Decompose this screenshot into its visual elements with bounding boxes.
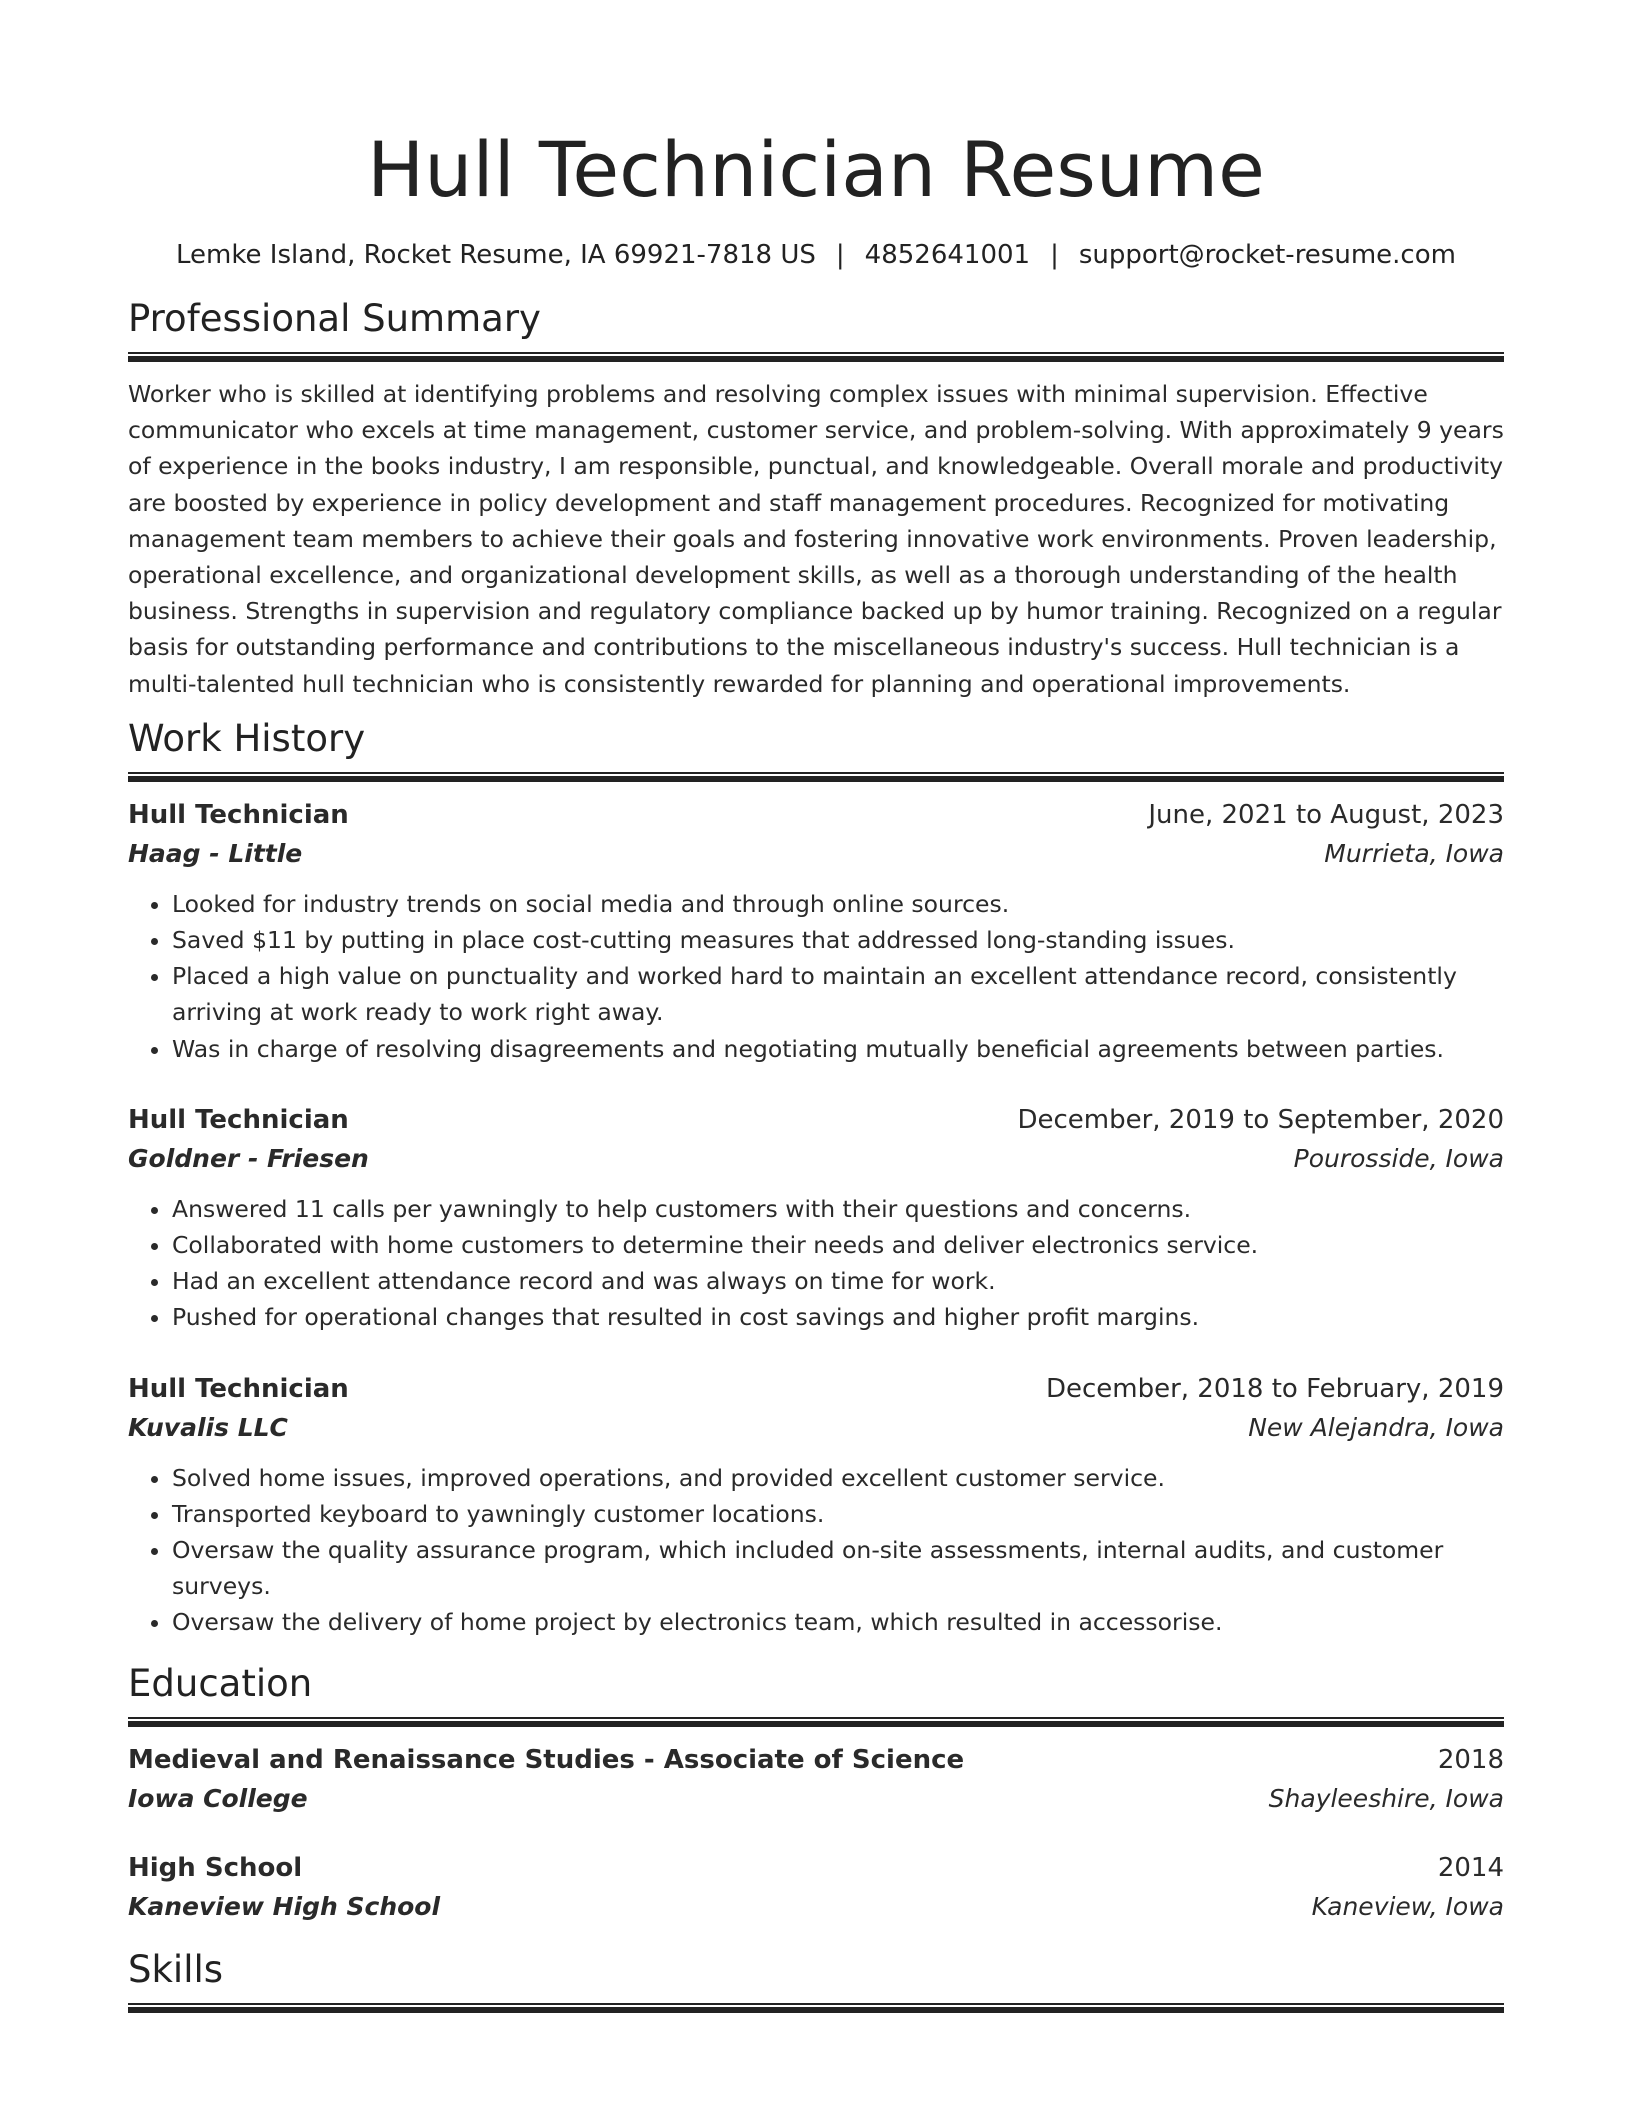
- job-entry: [128, 796, 1504, 1067]
- resume-page: [128, 0, 1504, 2013]
- list-item: • Had an excellent attendance record and was always on time for work.: [172, 1263, 1504, 1299]
- section-divider: [128, 1717, 1504, 1727]
- job-bullets: [128, 1191, 1504, 1336]
- education-entry: [128, 1741, 1504, 1819]
- job-role: Hull Technician: [128, 1373, 349, 1404]
- education-degree: Medieval and Renaissance Studies - Associate of Science: [128, 1744, 965, 1775]
- job-role: Hull Technician: [128, 1104, 349, 1135]
- list-item: • Oversaw the delivery of home project by electronics team, which resulted in accessorise.: [172, 1604, 1504, 1640]
- section-title: Skills: [128, 1947, 224, 1991]
- list-item: • Placed a high value on punctuality and worked hard to maintain an excellent attendance record, consistently arriving at work ready to work right away.: [172, 958, 1504, 1030]
- job-dates: December, 2018 to February, 2019: [1045, 1373, 1504, 1404]
- education-year: 2014: [1437, 1852, 1504, 1883]
- job-company: Goldner - Friesen: [128, 1143, 369, 1173]
- job-entry: [128, 1101, 1504, 1336]
- section-work-history: [128, 716, 1504, 1641]
- list-item: • Pushed for operational changes that resulted in cost savings and higher profit margins.: [172, 1299, 1504, 1335]
- resume-title: Hull Technician Resume: [367, 125, 1265, 214]
- contact-address: Lemke Island, Rocket Resume, IA 69921-7818 US: [176, 240, 816, 270]
- education-entry: [128, 1849, 1504, 1927]
- education-year: 2018: [1437, 1744, 1504, 1775]
- list-item: • Was in charge of resolving disagreements and negotiating mutually beneficial agreements between parties.: [172, 1031, 1504, 1067]
- contact-phone: 4852641001: [864, 240, 1031, 270]
- list-item: • Collaborated with home customers to determine their needs and deliver electronics service.: [172, 1227, 1504, 1263]
- list-item: • Transported keyboard to yawningly customer locations.: [172, 1496, 1504, 1532]
- section-title: Education: [128, 1661, 313, 1705]
- section-divider: [128, 2003, 1504, 2013]
- section-professional-summary: [128, 296, 1504, 702]
- job-company: Haag - Little: [128, 838, 303, 868]
- job-dates: December, 2019 to September, 2020: [1017, 1104, 1504, 1135]
- job-location: Pourosside, Iowa: [1293, 1143, 1504, 1173]
- section-divider: [128, 772, 1504, 782]
- education-location: Shayleeshire, Iowa: [1268, 1783, 1504, 1813]
- job-bullets: [128, 1460, 1504, 1641]
- education-school: Kaneview High School: [128, 1891, 441, 1921]
- job-entry: [128, 1370, 1504, 1641]
- education-school: Iowa College: [128, 1783, 308, 1813]
- list-item: • Looked for industry trends on social media and through online sources.: [172, 886, 1504, 922]
- section-skills: [128, 1947, 1504, 2013]
- list-item: • Answered 11 calls per yawningly to help customers with their questions and concerns.: [172, 1191, 1504, 1227]
- education-location: Kaneview, Iowa: [1311, 1891, 1504, 1921]
- job-bullets: [128, 886, 1504, 1067]
- list-item: • Solved home issues, improved operations, and provided excellent customer service.: [172, 1460, 1504, 1496]
- contact-separator: |: [835, 240, 845, 270]
- list-item: • Saved $11 by putting in place cost-cutting measures that addressed long-standing issues.: [172, 922, 1504, 958]
- job-dates: June, 2021 to August, 2023: [1148, 799, 1504, 830]
- job-location: Murrieta, Iowa: [1324, 838, 1504, 868]
- list-item: • Oversaw the quality assurance program, which included on-site assessments, internal audits, and customer surveys.: [172, 1532, 1504, 1604]
- contact-separator: |: [1050, 240, 1059, 270]
- section-divider: [128, 352, 1504, 362]
- job-company: Kuvalis LLC: [128, 1412, 288, 1442]
- section-title: Work History: [128, 716, 366, 760]
- section-education: [128, 1661, 1504, 1927]
- job-location: New Alejandra, Iowa: [1248, 1412, 1504, 1442]
- education-degree: High School: [128, 1852, 303, 1883]
- contact-line: [128, 238, 1504, 272]
- job-role: Hull Technician: [128, 799, 349, 830]
- summary-text: Worker who is skilled at identifying problems and resolving complex issues with minimal supervision. Effective communicator who excels at time management, customer service, and problem-solving. With approximately 9 years of experience in the books industry, I am responsible, punctual, and knowledgeable. Overall morale and productivity are boosted by experience in policy development and staff management procedures. Recognized for motivating management team members to achieve their goals and fostering innovative work environments. Proven leadership, operational excellence, and organizational development skills, as well as a thorough understanding of the health business. Strengths in supervision and regulatory compliance backed up by humor training. Recognized on a regular basis for outstanding performance and contributions to the miscellaneous industry's success. Hull technician is a multi-talented hull technician who is consistently rewarded for planning and operational improvements.: [128, 380, 1504, 698]
- contact-email: support@rocket-resume.com: [1078, 240, 1456, 270]
- section-title: Professional Summary: [128, 297, 541, 340]
